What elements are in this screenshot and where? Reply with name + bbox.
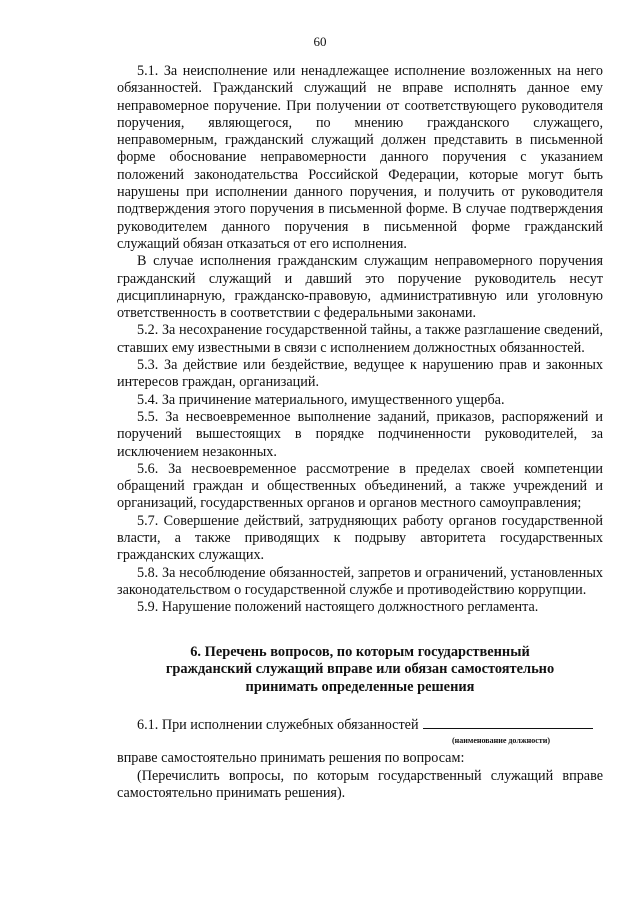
paragraph-5-2: 5.2. За несохранение государственной тайны, а также разглашение сведений, ставших ему известными в связи с исполнением должностных обязанностей. <box>117 322 603 356</box>
heading-line-1: 6. Перечень вопросов, по которым государственный <box>190 643 530 660</box>
paragraph-5-4: 5.4. За причинение материального, имущественного ущерба. <box>137 391 505 408</box>
section-6-heading <box>117 644 603 697</box>
position-name-blank <box>423 716 593 729</box>
paragraph-5-5: 5.5. За несвоевременное выполнение заданий, приказов, распоряжений и поручений вышестоящих в порядке подчиненности руководителей, за исключением незаконных. <box>117 408 603 460</box>
heading-line-3: принимать определенные решения <box>245 678 475 695</box>
page-number: 60 <box>313 34 327 49</box>
item-6-1-text: 6.1. При исполнении служебных обязанностей <box>137 717 419 733</box>
paragraph-5-7: 5.7. Совершение действий, затрудняющих работу органов государственной власти, а также приводящих к подрыву авторитета государственных гражданских служащих. <box>117 512 603 564</box>
item-6-1 <box>117 716 603 734</box>
item-6-1-continuation: вправе самостоятельно принимать решения по вопросам: <box>117 750 465 767</box>
paragraph-5-9: 5.9. Нарушение положений настоящего должностного регламента. <box>137 599 539 616</box>
paragraph-5-1: 5.1. За неисполнение или ненадлежащее исполнение возложенных на него обязанностей. Гражданский служащий не вправе исполнять данное ему неправомерное поручение. При получении от соответствующего руководителя поручения, являющегося, по мнению гражданского служащего, неправомерным, гражданский служащий должен представить в письменной форме обоснование неправомерности данного поручения с указанием положений законодательства Российской Федерации, которые могут быть нарушены при исполнении данного поручения, и получить от руководителя подтверждения этого поручения в письменной форме. В случае подтверждения руководителем данного поручения в письменной форме гражданский служащий обязан отказаться от его исполнения. <box>117 63 603 252</box>
paragraph-5-6: 5.6. За несвоевременное рассмотрение в пределах своей компетенции обращений граждан и общественных объединений, а также учреждений и организаций, государственных органов и органов местного самоуправления; <box>117 460 603 512</box>
heading-line-2: гражданский служащий вправе или обязан самостоятельно <box>165 661 555 677</box>
paragraph-5-3: 5.3. За действие или бездействие, ведущее к нарушению прав и законных интересов граждан, организаций. <box>117 357 603 391</box>
position-name-caption: (наименование должности) <box>452 736 550 746</box>
document-body <box>117 63 603 802</box>
paragraph-5-8: 5.8. За несоблюдение обязанностей, запретов и ограничений, установленных законодательством о государственной службе и противодействию коррупции. <box>117 564 603 598</box>
paragraph-5-1-continued: В случае исполнения гражданским служащим неправомерного поручения гражданский служащий и давший это поручение руководитель несут дисциплинарную, гражданско-правовую, административную или уголовную ответственность в соответствии с федеральными законами. <box>117 253 603 322</box>
item-6-1-instruction: (Перечислить вопросы, по которым государственный служащий вправе самостоятельно принимать решения). <box>117 767 603 801</box>
